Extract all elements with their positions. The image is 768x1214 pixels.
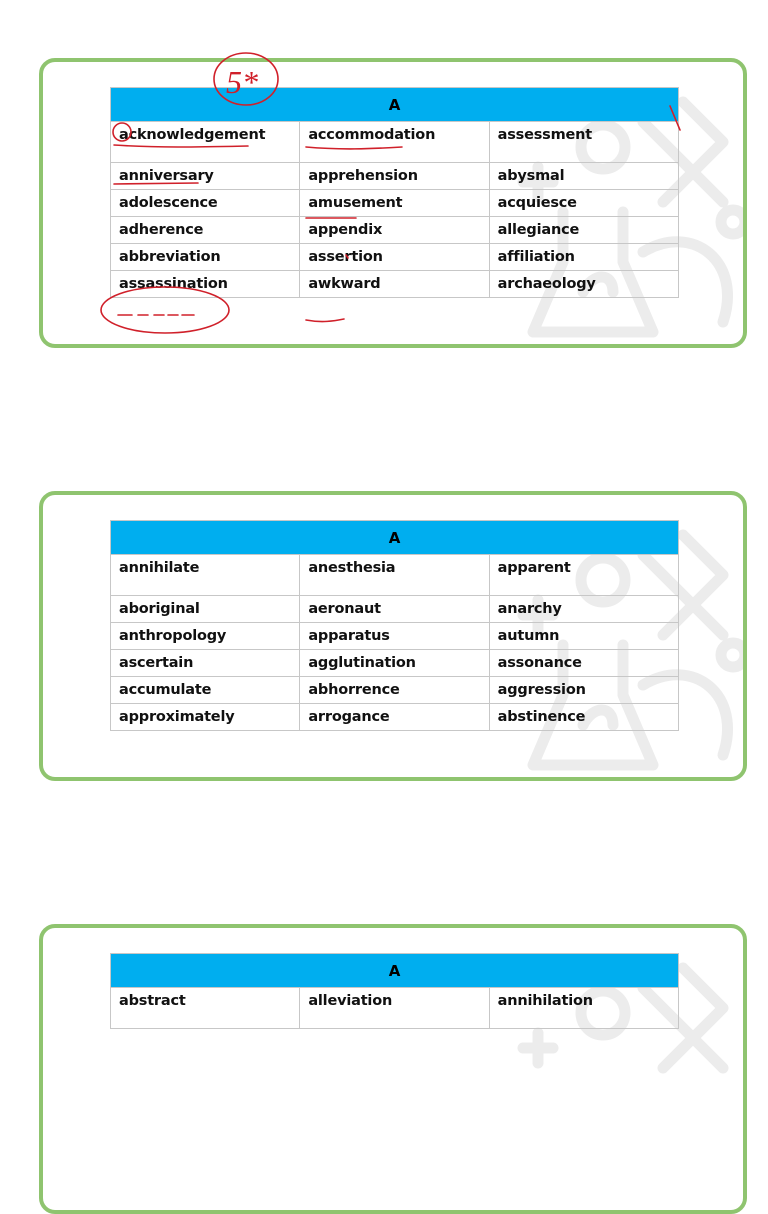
word-table xyxy=(110,87,679,298)
word-cell: appendix xyxy=(300,217,489,244)
word-cell: anthropology xyxy=(111,623,300,650)
word-cell: assessment xyxy=(489,122,678,163)
table-header: A xyxy=(111,954,679,988)
word-cell: approximately xyxy=(111,704,300,731)
word-cell: abysmal xyxy=(489,163,678,190)
word-cell: assertion xyxy=(300,244,489,271)
word-cell: aeronaut xyxy=(300,596,489,623)
word-cell: apparent xyxy=(489,555,678,596)
word-cell: ascertain xyxy=(111,650,300,677)
word-cell: anarchy xyxy=(489,596,678,623)
word-cell: affiliation xyxy=(489,244,678,271)
word-cell: acquiesce xyxy=(489,190,678,217)
word-cell: abbreviation xyxy=(111,244,300,271)
word-cell: agglutination xyxy=(300,650,489,677)
word-cell: amusement xyxy=(300,190,489,217)
word-cell: aggression xyxy=(489,677,678,704)
word-cell: assassination xyxy=(111,271,300,298)
word-cell: apprehension xyxy=(300,163,489,190)
word-table xyxy=(110,520,679,731)
word-card-3 xyxy=(39,924,747,1214)
word-cell: accommodation xyxy=(300,122,489,163)
word-cell: abhorrence xyxy=(300,677,489,704)
word-cell: adolescence xyxy=(111,190,300,217)
word-cell: annihilate xyxy=(111,555,300,596)
word-cell: acknowledgement xyxy=(111,122,300,163)
word-cell: abstract xyxy=(111,988,300,1029)
word-cell: annihilation xyxy=(489,988,678,1029)
handwritten-mark-text: 5* xyxy=(226,64,258,100)
word-cell: arrogance xyxy=(300,704,489,731)
word-cell: anniversary xyxy=(111,163,300,190)
word-cell: autumn xyxy=(489,623,678,650)
word-cell: awkward xyxy=(300,271,489,298)
word-cell: allegiance xyxy=(489,217,678,244)
word-cell: abstinence xyxy=(489,704,678,731)
word-table xyxy=(110,953,679,1029)
word-cell: apparatus xyxy=(300,623,489,650)
word-cell: adherence xyxy=(111,217,300,244)
word-cell: assonance xyxy=(489,650,678,677)
table-header: A xyxy=(111,521,679,555)
word-cell: archaeology xyxy=(489,271,678,298)
word-card-2 xyxy=(39,491,747,781)
word-cell: anesthesia xyxy=(300,555,489,596)
word-cell: alleviation xyxy=(300,988,489,1029)
word-card-1 xyxy=(39,58,747,348)
word-cell: aboriginal xyxy=(111,596,300,623)
word-cell: accumulate xyxy=(111,677,300,704)
table-header: A xyxy=(111,88,679,122)
